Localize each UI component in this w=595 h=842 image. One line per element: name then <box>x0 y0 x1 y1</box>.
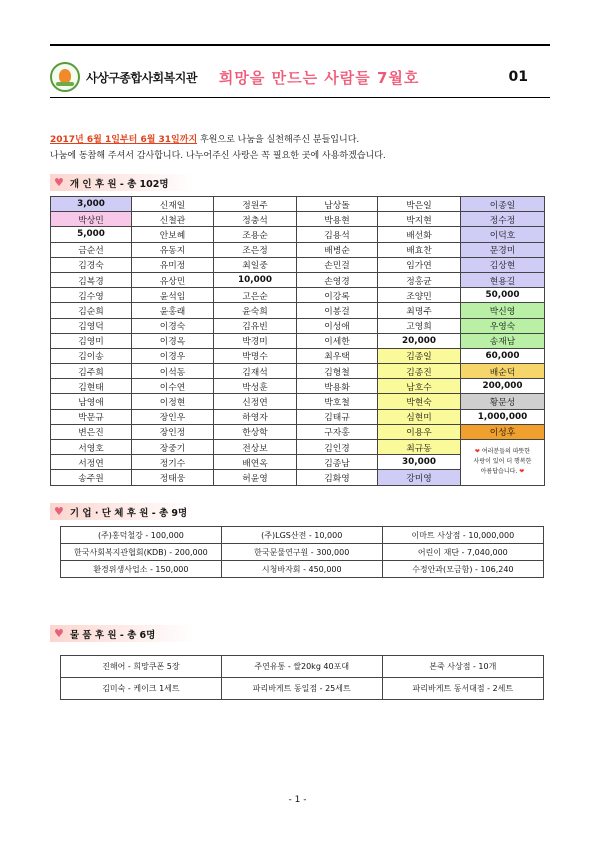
goods-donor-cell: 파리바게트 동서대점 - 2세트 <box>382 678 543 700</box>
newsletter-header <box>50 60 550 94</box>
thanks-note-cell <box>461 440 545 486</box>
donor-cell: 김영덕 <box>51 318 132 333</box>
table-row <box>51 227 545 242</box>
corporate-donor-cell: (주)홍덕철강 - 100,000 <box>61 527 222 544</box>
table-row <box>51 333 545 348</box>
donor-cell: 손민걸 <box>297 257 378 272</box>
donor-cell: 장인우 <box>132 409 214 424</box>
table-row <box>51 272 545 287</box>
donor-cell: 전상보 <box>214 440 297 455</box>
donor-cell: 송주원 <box>51 470 132 485</box>
table-row <box>51 440 545 455</box>
donor-cell: 60,000 <box>461 348 545 363</box>
donor-cell: 구자홍 <box>297 424 378 439</box>
donor-cell: 배순덕 <box>461 364 545 379</box>
donor-cell: 조양민 <box>378 288 461 303</box>
donor-cell: 김복경 <box>51 272 132 287</box>
donor-cell: 최일중 <box>214 257 297 272</box>
donor-cell: 박지현 <box>378 212 461 227</box>
heart-icon: ♥ <box>54 627 64 640</box>
heart-icon: ❤ <box>474 448 480 456</box>
donor-cell: 강미영 <box>378 470 461 485</box>
donor-cell: 박성훈 <box>214 379 297 394</box>
corporate-donor-cell: 어린이 재단 - 7,040,000 <box>382 544 543 561</box>
donor-cell: 김주희 <box>51 364 132 379</box>
donor-cell: 신정연 <box>214 394 297 409</box>
donor-cell: 10,000 <box>214 272 297 287</box>
donor-cell: 고영희 <box>378 318 461 333</box>
donor-cell: 임가연 <box>378 257 461 272</box>
donor-cell: 이강록 <box>297 288 378 303</box>
donor-cell: 금순선 <box>51 242 132 257</box>
donor-cell: 이용우 <box>378 424 461 439</box>
donor-cell: 이수연 <box>132 379 214 394</box>
donor-cell: 현용길 <box>461 272 545 287</box>
donor-cell: 고은순 <box>214 288 297 303</box>
donor-cell: 박현숙 <box>378 394 461 409</box>
donor-cell: 박명수 <box>214 348 297 363</box>
donor-cell: 조용순 <box>214 227 297 242</box>
intro-line-2: 나눔에 동참해 주셔서 감사합니다. 나누어주신 사랑은 꼭 필요한 곳에 사용하겠습니다. <box>50 151 386 161</box>
donor-cell: 박호철 <box>297 394 378 409</box>
donor-cell: 김형철 <box>297 364 378 379</box>
donor-cell: 윤석임 <box>132 288 214 303</box>
corporate-donor-cell: 한국문물연구원 - 300,000 <box>221 544 382 561</box>
heart-icon: ♥ <box>54 176 64 189</box>
donor-cell: 3,000 <box>51 197 132 212</box>
donor-cell: 정원주 <box>214 197 297 212</box>
table-row <box>61 527 544 544</box>
goods-donor-table <box>60 655 544 700</box>
donor-cell: 이정현 <box>132 394 214 409</box>
donor-cell: 이봉걸 <box>297 303 378 318</box>
donor-cell: 이세한 <box>297 333 378 348</box>
donor-cell: 김상현 <box>461 257 545 272</box>
thanks-note-part3: 아름답습니다. <box>480 468 518 476</box>
table-row <box>61 544 544 561</box>
donor-cell: 배연옥 <box>214 455 297 470</box>
goods-donor-cell: 파리바게트 동일점 - 25세트 <box>221 678 382 700</box>
corporate-donor-cell: (주)LGS산전 - 10,000 <box>221 527 382 544</box>
section-title-individual <box>50 174 210 191</box>
corporate-donor-cell: 이마트 사상점 - 10,000,000 <box>382 527 543 544</box>
heart-icon: ❤ <box>519 468 525 476</box>
donor-cell: 최규동 <box>378 440 461 455</box>
newsletter-title: 희망을 만드는 사람들 7월호 <box>218 68 420 87</box>
donor-cell: 정홍균 <box>378 272 461 287</box>
donor-cell: 김태규 <box>297 409 378 424</box>
donor-cell: 이덕호 <box>461 227 545 242</box>
thanks-note-part2: 사랑이 있어 더 행복한 <box>473 458 532 466</box>
donor-cell: 이성후 <box>461 424 545 439</box>
table-row <box>51 394 545 409</box>
donor-cell: 정충석 <box>214 212 297 227</box>
individual-donor-table <box>50 196 545 486</box>
donor-cell: 배선화 <box>378 227 461 242</box>
section-goods-label: 물 품 후 원 - 총 6명 <box>69 629 156 641</box>
donor-cell: 김용석 <box>297 227 378 242</box>
donor-cell: 김인경 <box>297 440 378 455</box>
donor-cell: 최명주 <box>378 303 461 318</box>
donor-cell: 박용현 <box>297 212 378 227</box>
donor-cell: 조은정 <box>214 242 297 257</box>
table-row <box>51 318 545 333</box>
table-row <box>51 303 545 318</box>
donor-cell: 안보혜 <box>132 227 214 242</box>
donor-cell: 김수영 <box>51 288 132 303</box>
donor-cell: 남호수 <box>378 379 461 394</box>
donor-cell: 최우택 <box>297 348 378 363</box>
donor-cell: 김재석 <box>214 364 297 379</box>
header-rule <box>50 97 550 98</box>
donation-period: 2017년 6월 1일부터 6월 31일까지 <box>50 135 198 145</box>
donor-cell: 손영경 <box>297 272 378 287</box>
table-row <box>51 288 545 303</box>
donor-cell: 김이송 <box>51 348 132 363</box>
table-row <box>61 561 544 578</box>
corporate-donor-cell: 수정안과(모금함) - 106,240 <box>382 561 543 578</box>
table-row <box>61 678 544 700</box>
donor-cell: 1,000,000 <box>461 409 545 424</box>
donor-cell: 이석동 <box>132 364 214 379</box>
donor-cell: 서정연 <box>51 455 132 470</box>
table-row <box>61 656 544 678</box>
donor-cell: 유미정 <box>132 257 214 272</box>
donor-cell: 윤홍래 <box>132 303 214 318</box>
donor-cell: 박상민 <box>51 212 132 227</box>
donor-cell: 박용화 <box>297 379 378 394</box>
donor-cell: 신재일 <box>132 197 214 212</box>
intro-line-1-rest: 후원으로 나눔을 실천해주신 분들입니다. <box>197 135 360 145</box>
donor-cell: 30,000 <box>378 455 461 470</box>
table-row <box>51 257 545 272</box>
section-individual-label: 개 인 후 원 - 총 102명 <box>69 178 169 190</box>
donor-cell: 하영자 <box>214 409 297 424</box>
intro-text <box>50 132 550 164</box>
goods-donor-cell: 김미숙 - 케이크 1세트 <box>61 678 222 700</box>
donor-cell: 남영애 <box>51 394 132 409</box>
donor-cell: 허윤영 <box>214 470 297 485</box>
donor-cell: 박경미 <box>214 333 297 348</box>
donor-cell: 이경옥 <box>132 333 214 348</box>
table-row <box>51 197 545 212</box>
donor-cell: 이종일 <box>461 197 545 212</box>
donor-cell: 신철관 <box>132 212 214 227</box>
heart-icon: ♥ <box>54 505 64 518</box>
table-row <box>51 212 545 227</box>
section-title-goods <box>50 625 210 642</box>
donor-cell: 배병순 <box>297 242 378 257</box>
thanks-note-part1: 여러분들의 따뜻한 <box>481 448 531 456</box>
donor-cell: 한상학 <box>214 424 297 439</box>
donor-cell: 남상돌 <box>297 197 378 212</box>
donor-cell: 문경미 <box>461 242 545 257</box>
donor-cell: 김경숙 <box>51 257 132 272</box>
donor-cell: 20,000 <box>378 333 461 348</box>
donor-cell: 이경우 <box>132 348 214 363</box>
donor-cell: 정기수 <box>132 455 214 470</box>
table-row <box>51 424 545 439</box>
corporate-donor-table <box>60 526 544 578</box>
section-corporate-label: 기 업 · 단 체 후 원 - 총 9명 <box>69 507 188 519</box>
donor-cell: 김유빈 <box>214 318 297 333</box>
donor-cell: 배효찬 <box>378 242 461 257</box>
donor-cell: 변은진 <box>51 424 132 439</box>
donor-cell: 이경숙 <box>132 318 214 333</box>
issue-number: 01 <box>508 69 528 85</box>
table-row <box>51 242 545 257</box>
donor-cell: 김종일 <box>378 348 461 363</box>
table-row <box>51 348 545 363</box>
donor-cell: 이성애 <box>297 318 378 333</box>
donor-cell: 황문성 <box>461 394 545 409</box>
goods-donor-cell: 주연유통 - 쌀20kg 40포대 <box>221 656 382 678</box>
donor-cell: 김순희 <box>51 303 132 318</box>
table-row <box>51 379 545 394</box>
donor-cell: 김종진 <box>378 364 461 379</box>
section-title-corporate <box>50 503 210 520</box>
donor-cell: 200,000 <box>461 379 545 394</box>
donor-cell: 유동지 <box>132 242 214 257</box>
page-number: - 1 - <box>288 795 307 805</box>
intro-line-1 <box>50 132 550 148</box>
org-name: 사상구종합사회복지관 <box>86 70 197 85</box>
donor-cell: 5,000 <box>51 227 132 242</box>
welfare-center-logo-icon <box>50 62 80 92</box>
donor-cell: 정태웅 <box>132 470 214 485</box>
table-row <box>51 364 545 379</box>
donor-cell: 송재남 <box>461 333 545 348</box>
top-rule <box>50 44 550 46</box>
donor-cell: 장중기 <box>132 440 214 455</box>
donor-cell: 우영숙 <box>461 318 545 333</box>
donor-cell: 윤숙희 <box>214 303 297 318</box>
goods-donor-cell: 진해어 - 희망쿠폰 5장 <box>61 656 222 678</box>
donor-cell: 유상민 <box>132 272 214 287</box>
donor-cell: 김종남 <box>297 455 378 470</box>
donor-cell: 김현태 <box>51 379 132 394</box>
table-row <box>51 409 545 424</box>
donor-cell: 50,000 <box>461 288 545 303</box>
corporate-donor-cell: 환경위생사업소 - 150,000 <box>61 561 222 578</box>
corporate-donor-cell: 한국사회복지관협회(KDB) - 200,000 <box>61 544 222 561</box>
donor-cell: 김화영 <box>297 470 378 485</box>
donor-cell: 장인정 <box>132 424 214 439</box>
donor-cell: 서영호 <box>51 440 132 455</box>
goods-donor-cell: 본죽 사상점 - 10개 <box>382 656 543 678</box>
corporate-donor-cell: 시청바자회 - 450,000 <box>221 561 382 578</box>
donor-cell: 박문규 <box>51 409 132 424</box>
donor-cell: 김영미 <box>51 333 132 348</box>
donor-cell: 박신영 <box>461 303 545 318</box>
donor-cell: 정수정 <box>461 212 545 227</box>
donor-cell: 심현미 <box>378 409 461 424</box>
donor-cell: 박은일 <box>378 197 461 212</box>
